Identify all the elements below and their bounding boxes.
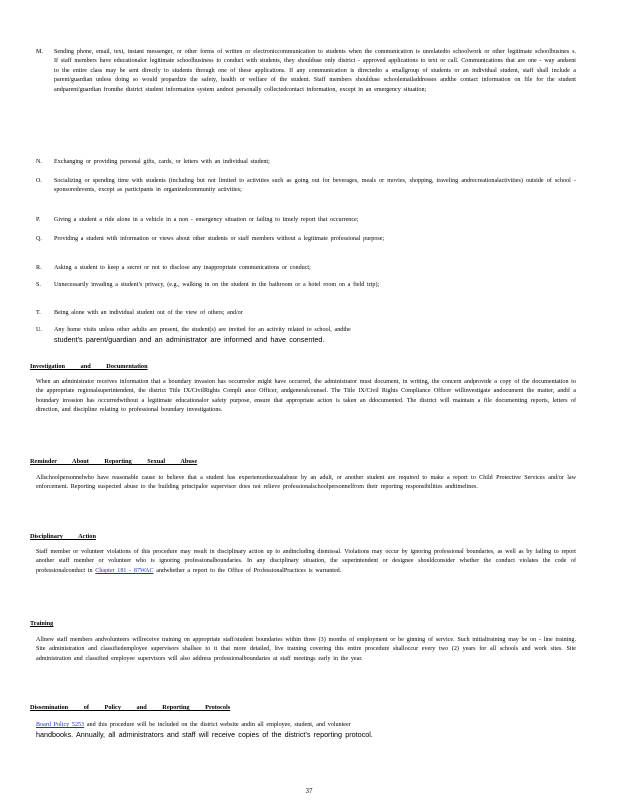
list-text: Sending phone, email, text, instant messenger, or other forms of written or electroniccommunication to students when the communication is unrelatedto schoolwork or other legitimate schoolbusines s. If staff members have educationalor legitimate schoolbusiness to conduct with students, they shoulduse only district - approved applications to text or call. Communications that are one - way andsent to the entire class may be sent directly to students through one of these applications. If any communication is directedto a smallgroup of students or an individual student, staff shall include a parent/guardian unless doing so would jeopardize the safety, health or welfare of the student. Staff members shoulduse schoolemailaddresses andthe contact information on file for the student andparent/guardian fromthe district student information system andnot personally collectedcontact information, except in an emergency situation; xyxy=(54,49,576,93)
list-item-n xyxy=(36,158,576,167)
heading-investigation: Investigation and Documentation xyxy=(30,363,148,370)
list-letter: Q. xyxy=(36,236,42,242)
list-text: Exchanging or providing personal gifts, cards, or letters with an individual student; xyxy=(54,159,270,165)
list-item-u xyxy=(36,326,576,347)
wac-chapter-link[interactable]: Chapter 181 - 87WAC xyxy=(95,567,154,574)
list-item-p xyxy=(36,216,576,225)
list-item-s xyxy=(36,281,576,290)
list-item-r xyxy=(36,264,576,273)
list-text-line2: student’s parent/guardian and an administrator are informed and have consented. xyxy=(54,335,325,345)
dissemination-text-line2: handbooks. Annually, all administrators and staff will receive copies of the district’s reporting protocol. xyxy=(36,730,373,740)
list-text: Giving a student a ride alone in a vehicle in a non - emergency situation or failing to timely report that occurrence; xyxy=(54,217,359,223)
list-text: Providing a student with information or views about other students or staff members without a legitimate professional purpose; xyxy=(54,236,385,242)
list-item-q xyxy=(36,235,576,244)
list-item-o xyxy=(36,177,576,196)
list-item-t xyxy=(36,309,576,318)
paragraph-training: Allnew staff members andvolunteers willreceive training on appropriate staff/student boundaries within three (3) months of employment or be ginning of service. Such initialtraining may be on - line training. Site administration and classifiedemployee supervisors shallsee to it that more detailed, live training covering this entire procedure shalloccur every two (2) years for all schools and work sites. Site administration and classified employee supervisors will also address professionalboundaries at staff meetings early in the year. xyxy=(36,637,576,662)
list-letter: M. xyxy=(36,49,43,55)
page-number: 37 xyxy=(305,787,313,795)
heading-reminder: Reminder About Reporting Sexual Abuse xyxy=(30,458,198,465)
list-text-line1: Any home visits unless other adults are present, the student(s) are invited for an activity related to school, andthe xyxy=(54,327,351,333)
list-text: Socializing or spending time with students (including but not limited to activities such as going out for beverages, meals or movies, shopping, traveling andrecreationalactivities) outside of school - sponsoredevents, except as participants in organizedcommunity activities; xyxy=(54,178,576,194)
list-letter: T. xyxy=(36,310,41,316)
list-text: Asking a student to keep a secret or not to disclose any inappropriate communications or conduct; xyxy=(54,265,311,271)
paragraph-reminder: Allschoolpersonnelwho have reasonable cause to believe that a student has experiencedsexualabuse by an adult, or another student are required to make a report to Child Protective Services and/or law enforcement. Reporting suspected abuse to the building principalor supervisor does not relieve professionalschoolpersonnelfrom their reporting responsibilities andtimelines. xyxy=(36,475,576,491)
heading-disciplinary: Disciplinary Action xyxy=(30,533,96,540)
paragraph-dissemination xyxy=(36,721,576,742)
list-text: Being alone with an individual student out of the view of others; and/or xyxy=(54,310,243,316)
list-letter: O. xyxy=(36,178,42,184)
dissemination-text-after: and this procedure will be included on the district website andin all employee, student, and volunteer xyxy=(86,722,351,728)
list-item-m xyxy=(36,48,576,95)
list-text: Unnecessarily invading a student’s privacy, (e.g., walking in on the student in the bathroom or a hotel room on a field trip); xyxy=(54,282,380,288)
disciplinary-text-before: Staff member or volunteer violations of this procedure may result in disciplinary action up to andincluding dismissal. Violations may occur by ignoring professional boundaries, as well as by failing to report another staff member or volunteer who is ignoring professionalboundaries. In any disciplinary situation, the superintendent or designee shouldconsider whether the conduct violates the code of professionalconduct in xyxy=(36,549,576,574)
heading-dissemination: Dissemination of Policy and Reporting Protocols xyxy=(30,704,231,711)
disciplinary-text-after: andwhether a report to the Office of ProfessionalPractices is warranted. xyxy=(156,567,342,574)
paragraph-investigation: When an administrator receives information that a boundary invasion has occurredor might have occurred, the administrator must document, in writing, the concern andprovide a copy of the documentation to the appropriate regionalsuperintendent, the district Title IX/CivilRights Compli ance Officer, andgeneralcounsel. The Title IX/Civil Rights Compliance Officer willinvestigate andocument the matter, andif a boundary invasion has occurredwithout a legitimate educationalor safety purpose, ensure that appropriate action is taken an ddocumented. The district will maintain a file documenting reports, letters of direction, and discipline relating to professional boundary investigations. xyxy=(36,379,576,414)
paragraph-disciplinary xyxy=(36,548,576,576)
list-letter: R. xyxy=(36,265,42,271)
list-text xyxy=(54,326,576,347)
list-letter: P. xyxy=(36,217,41,223)
list-letter: S. xyxy=(36,282,41,288)
list-letter: U. xyxy=(36,327,42,333)
list-letter: N. xyxy=(36,159,42,165)
board-policy-link[interactable]: Board Policy 5253 xyxy=(36,722,85,728)
heading-training: Training xyxy=(30,620,54,627)
